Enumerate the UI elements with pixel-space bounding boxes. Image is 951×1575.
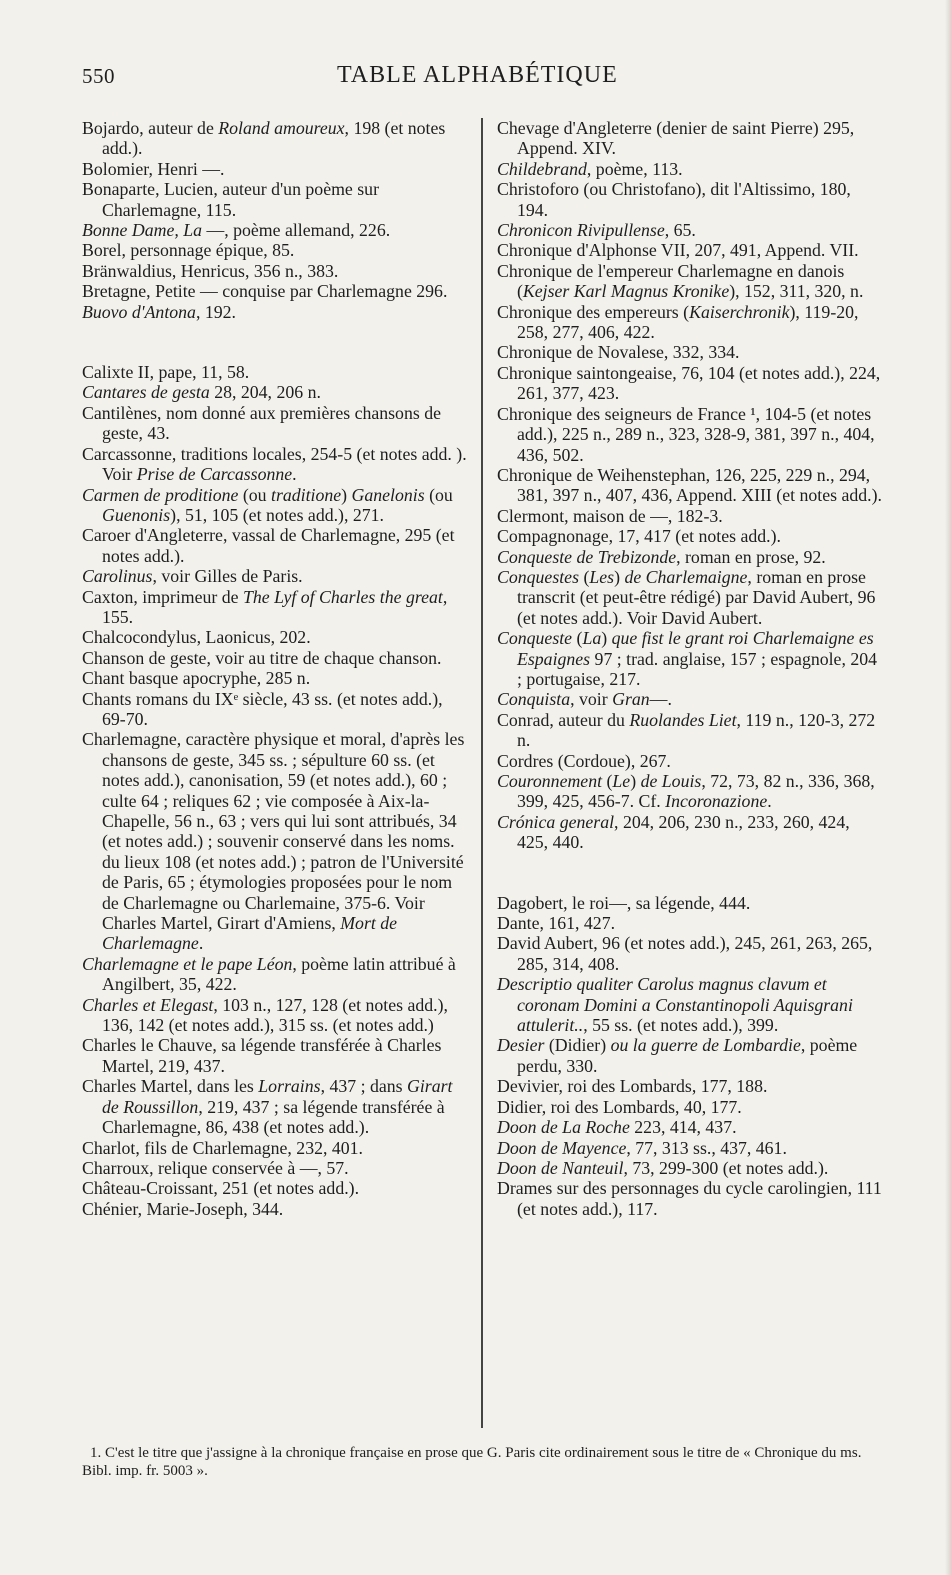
index-entry: Charlot, fils de Charlemagne, 232, 401. [82,1137,363,1158]
index-entry: Buovo d'Antona, 192. [82,301,236,322]
running-title: TABLE ALPHABÉTIQUE [337,62,618,88]
index-entry: Carolinus, voir Gilles de Paris. [82,566,303,587]
index-entry: Desier (Didier) ou la guerre de Lombardie, poème perdu, 330. [497,1035,858,1076]
right-group-d [497,893,884,1220]
left-column [82,118,467,1219]
index-entry: Childebrand, poème, 113. [497,158,683,179]
index-entry: Compagnonage, 17, 417 (et notes add.). [497,526,781,547]
index-entry: Chronique des seigneurs de France ¹, 104-5 (et notes add.), 225 n., 289 n., 323, 328-9, 381, 397 n., 404, 436, 502. [497,403,875,465]
index-entry: Chronique de Weihenstephan, 126, 225, 229 n., 294, 381, 397 n., 407, 436, Append. XIII (et notes add.). [497,464,882,506]
index-entry: Couronnement (Le) de Louis, 72, 73, 82 n., 336, 368, 399, 425, 456-7. Cf. Incoronazione. [497,771,875,812]
index-entry: Carmen de proditione (ou traditione) Ganelonis (ou Guenonis), 51, 105 (et notes add.), 271. [82,484,453,525]
index-entry: Conqueste (La) que fist le grant roi Charlemaigne es Espaignes 97 ; trad. anglaise, 157 ; espagnole, 204 ; portugaise, 217. [497,628,878,689]
index-entry: Chalcocondylus, Laonicus, 202. [82,627,311,648]
index-entry: Borel, personnage épique, 85. [82,240,295,261]
index-entry: Chants romans du IXᵉ siècle, 43 ss. (et notes add.), 69-70. [82,688,443,729]
index-entry: Cordres (Cordoue), 267. [497,750,671,771]
index-entry: Chanson de geste, voir au titre de chaque chanson. [82,647,442,668]
index-entry: Cantares de gesta 28, 204, 206 n. [82,382,321,403]
index-entry: Conquestes (Les) de Charlemaigne, roman en prose transcrit (et peut-être rédigé) par David Aubert, 96 (et notes add.). Voir David Aubert. [497,566,876,628]
page-edge [945,0,951,1575]
index-entry: Caxton, imprimeur de The Lyf of Charles the great, 155. [82,586,448,627]
index-entry: Devivier, roi des Lombards, 177, 188. [497,1076,768,1097]
page-number: 550 [82,64,115,88]
index-entry: Chronique des empereurs (Kaiserchronik), 119-20, 258, 277, 406, 422. [497,301,859,343]
index-entry: Chronique de Novalese, 332, 334. [497,342,740,363]
index-entry: Dante, 161, 427. [497,913,616,934]
index-entry: Cantilènes, nom donné aux premières chansons de geste, 43. [82,402,441,444]
index-entry: Chevage d'Angleterre (denier de saint Pierre) 295, Append. XIV. [497,118,855,159]
group-gap [82,322,467,362]
index-entry: Charroux, relique conservée à —, 57. [82,1157,349,1178]
group-gap [497,853,884,893]
index-entry: Chronique saintongeaise, 76, 104 (et notes add.), 224, 261, 377, 423. [497,362,881,404]
index-entry: Chronicon Rivipullense, 65. [497,220,696,241]
index-entry: Charles Martel, dans les Lorrains, 437 ; dans Girart de Roussillon, 219, 437 ; sa légende transférée à Charlemagne, 86, 438 (et notes add.). [82,1076,453,1138]
index-entry: Doon de Nanteuil, 73, 299-300 (et notes add.). [497,1157,829,1178]
left-group-c [82,362,467,1219]
index-entry: Charles le Chauve, sa légende transférée à Charles Martel, 219, 437. [82,1035,442,1076]
index-entry: Conqueste de Trebizonde, roman en prose, 92. [497,546,826,567]
index-entry: Doon de Mayence, 77, 313 ss., 437, 461. [497,1137,787,1158]
index-entry: Charlemagne et le pape Léon, poème latin attribué à Angilbert, 35, 422. [82,953,456,995]
index-entry: Carcassonne, traditions locales, 254-5 (et notes add. ). Voir Prise de Carcassonne. [82,443,467,485]
index-entry: Caroer d'Angleterre, vassal de Charlemagne, 295 (et notes add.). [82,525,455,566]
right-group-c [497,118,884,853]
index-entry: Crónica general, 204, 206, 230 n., 233, 260, 424, 425, 440. [497,811,850,853]
index-entry: Bränwaldius, Henricus, 356 n., 383. [82,260,339,281]
index-entry: Bonaparte, Lucien, auteur d'un poème sur Charlemagne, 115. [82,179,379,220]
index-entry: Christoforo (ou Christofano), dit l'Altissimo, 180, 194. [497,179,851,220]
index-entry: Drames sur des personnages du cycle carolingien, 111 (et notes add.), 117. [497,1178,882,1219]
index-entry: Bonne Dame, La —, poème allemand, 226. [82,220,391,241]
index-entry: Bojardo, auteur de Roland amoureux, 198 (et notes add.). [82,118,446,159]
index-entry: Bretagne, Petite — conquise par Charlemagne 296. [82,281,448,302]
page-header [82,62,882,92]
index-entry: Doon de La Roche 223, 414, 437. [497,1117,737,1138]
right-column [497,118,884,1219]
index-entry: Chant basque apocryphe, 285 n. [82,668,311,689]
index-entry: Clermont, maison de —, 182-3. [497,505,723,526]
left-group-b [82,118,467,322]
index-entry: Conrad, auteur du Ruolandes Liet, 119 n., 120-3, 272 n. [497,709,876,751]
index-entry: Chronique de l'empereur Charlemagne en danois (Kejser Karl Magnus Kronike), 152, 311, 320, n. [497,260,864,302]
index-entry: Conquista, voir Gran—. [497,689,672,710]
index-entry: Bolomier, Henri —. [82,158,225,179]
index-entry: Chénier, Marie-Joseph, 344. [82,1198,284,1219]
index-entry: Château-Croissant, 251 (et notes add.). [82,1178,360,1199]
index-entry: Calixte II, pape, 11, 58. [82,362,250,383]
index-entry: Dagobert, le roi—, sa légende, 444. [497,892,751,913]
index-entry: Charles et Elegast, 103 n., 127, 128 (et notes add.), 136, 142 (et notes add.), 315 ss. (et notes add.) [82,994,448,1036]
index-entry: Charlemagne, caractère physique et moral, d'après les chansons de geste, 345 ss. ; sépulture 60 ss. (et notes add.), canonisation, 59 (et notes add.), 60 ; culte 64 ; reliques 62 ; vie composée à Aix-la-Chapelle, 56 n., 63 ; vers qui lui sont attribués, 34 (et notes add.) ; souvenir conservé dans les noms. du lieux 108 (et notes add.) ; patron de l'Université de Paris, 65 ; étymologies proposées pour le nom de Charlemagne ou Charlemaine, 375-6. Voir Charles Martel, Girart d'Amiens, Mort de Charlemagne. [82,729,465,954]
index-entry: Didier, roi des Lombards, 40, 177. [497,1096,742,1117]
index-entry: David Aubert, 96 (et notes add.), 245, 261, 263, 265, 285, 314, 408. [497,933,873,974]
footnote: 1. C'est le titre que j'assigne à la chronique française en prose que G. Paris cite ordinairement sous le titre de « Chronique du ms. Bibl. imp. fr. 5003 ». [82,1445,862,1479]
column-divider [481,118,483,1428]
index-entry: Descriptio qualiter Carolus magnus clavum et coronam Domini a Constantinopoli Aquisgrani attulerit.., 55 ss. (et notes add.), 399. [497,974,853,1036]
index-entry: Chronique d'Alphonse VII, 207, 491, Append. VII. [497,240,859,261]
